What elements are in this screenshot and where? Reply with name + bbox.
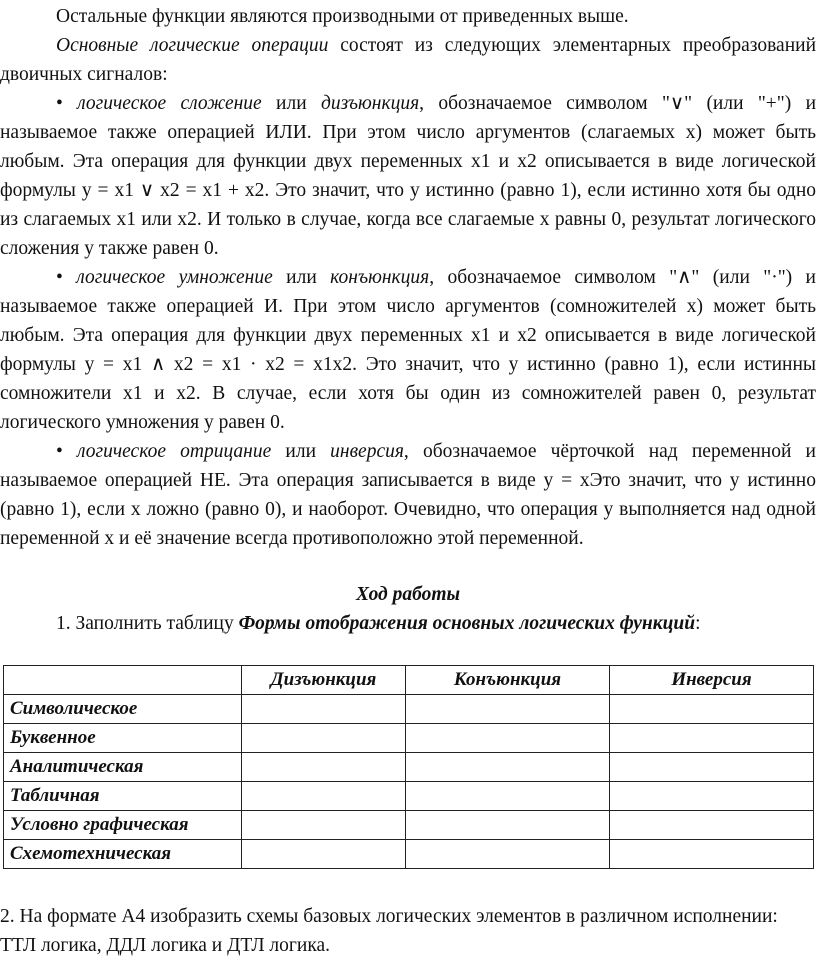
inversion-paragraph: • логическое отрицание или инверсия, обозначаемое чёрточкой над переменной и называемое операцией НЕ. Эта операция записывается в виде y = xЭто значит, что y истинно (равно 1), если x ложно (равно 0), и наоборот. Очевидно, что операция y выполняется над одной переменной x и её значение всегда противоположно этой переменной. <box>0 441 816 549</box>
disjunction-text: , обозначаемое символом "∨" (или "+") и называемое также операцией ИЛИ. При этом число аргументов (слагаемых x) может быть любым. Эта операция для функции двух переменных x1 и x2 описывается в виде логической формулы y = x1 ∨ x2 = x1 + x2. Это значит, что y истинно (равно 1), если истинно хотя бы одно из слагаемых x1 или x2. И только в случае, когда все слагаемые x равны 0, результат логического сложения y также равен 0. <box>0 93 816 259</box>
table-row <box>4 753 814 782</box>
task-2: 2. На формате А4 изобразить схемы базовых логических элементов в различном исполнении: ТТЛ логика, ДДЛ логика и ДТЛ логика. <box>0 906 778 956</box>
inversion-text: , обозначаемое чёрточкой над переменной и называемое операцией НЕ. Эта операция записывается в виде y = xЭто значит, что y истинно (равно 1), если x ложно (равно 0), и наоборот. Очевидно, что операция y выполняется над одной переменной x и её значение всегда противоположно этой переменной. <box>0 441 816 549</box>
conjunction-paragraph: • логическое умножение или конъюнкция, обозначаемое символом "∧" (или "·") и называемое также операцией И. При этом число аргументов (сомножителей x) может быть любым. Эта операция для функции двух переменных x1 и x2 описывается в виде логической формулы y = x1 ∧ x2 = x1 · x2 = x1x2. Это значит, что y истинно (равно 1), если истинны сомножители x1 и x2. В случае, если хотя бы один из сомножителей равен 0, результат логического умножения y равен 0. <box>0 267 816 433</box>
table-row <box>4 840 814 869</box>
table-cell[interactable] <box>610 753 814 782</box>
table-cell[interactable] <box>406 753 610 782</box>
header-disjunction: Дизъюнкция <box>242 666 406 695</box>
table-cell[interactable] <box>242 695 406 724</box>
inversion-term-2: инверсия <box>330 441 404 462</box>
table-cell[interactable] <box>406 811 610 840</box>
task-1-table-title: Формы отображения основных логических функций <box>238 613 696 634</box>
row-label-graphic: Условно графическая <box>4 811 242 840</box>
table-cell[interactable] <box>406 782 610 811</box>
table-cell[interactable] <box>610 724 814 753</box>
inversion-term-1: логическое отрицание <box>76 441 272 462</box>
table-cell[interactable] <box>242 724 406 753</box>
table-cell[interactable] <box>242 840 406 869</box>
task-1: 1. Заполнить таблицу Формы отображения основных логических функций: <box>56 613 701 634</box>
header-conjunction: Конъюнкция <box>406 666 610 695</box>
intro-sentence: Остальные функции являются производными от приведенных выше. <box>56 6 629 27</box>
row-label-letter: Буквенное <box>4 724 242 753</box>
header-empty-cell <box>4 666 242 695</box>
table-cell[interactable] <box>610 695 814 724</box>
header-inversion: Инверсия <box>610 666 814 695</box>
table-cell[interactable] <box>406 724 610 753</box>
row-label-symbolic: Символическое <box>4 695 242 724</box>
disjunction-term-1: логическое сложение <box>77 93 262 114</box>
disjunction-term-2: дизъюнкция <box>320 93 420 114</box>
conjunction-text: , обозначаемое символом "∧" (или "·") и называемое также операцией И. При этом число аргументов (сомножителей x) может быть любым. Эта операция для функции двух переменных x1 и x2 описывается в виде логической формулы y = x1 ∧ x2 = x1 · x2 = x1x2. Это значит, что y истинно (равно 1), если истинны сомножители x1 и x2. В случае, если хотя бы один из сомножителей равен 0, результат логического умножения y равен 0. <box>0 267 816 433</box>
conjunction-term-2: конъюнкция <box>330 267 430 288</box>
table-cell[interactable] <box>242 811 406 840</box>
bullet: • <box>56 93 78 114</box>
table-row <box>4 724 814 753</box>
bullet: • <box>56 267 77 288</box>
section-title: Ход работы <box>355 584 461 605</box>
row-label-tabular: Табличная <box>4 782 242 811</box>
table-cell[interactable] <box>610 840 814 869</box>
table-cell[interactable] <box>406 695 610 724</box>
table-cell[interactable] <box>242 782 406 811</box>
table-row <box>4 695 814 724</box>
row-label-circuit: Схемотехническая <box>4 840 242 869</box>
table-row <box>4 811 814 840</box>
table-cell[interactable] <box>610 811 814 840</box>
table-cell[interactable] <box>610 782 814 811</box>
disjunction-paragraph: • логическое сложение или дизъюнкция, обозначаемое символом "∨" (или "+") и называемое также операцией ИЛИ. При этом число аргументов (слагаемых x) может быть любым. Эта операция для функции двух переменных x1 и x2 описывается в виде логической формулы y = x1 ∨ x2 = x1 + x2. Это значит, что y истинно (равно 1), если истинно хотя бы одно из слагаемых x1 или x2. И только в случае, когда все слагаемые x равны 0, результат логического сложения y также равен 0. <box>0 93 816 259</box>
table-row <box>4 782 814 811</box>
bullet: • <box>56 441 77 462</box>
row-label-analytic: Аналитическая <box>4 753 242 782</box>
conjunction-term-1: логическое умножение <box>76 267 273 288</box>
table-header-row <box>4 666 814 695</box>
table-cell[interactable] <box>242 753 406 782</box>
basic-operations-term: Основные логические операции <box>56 35 329 56</box>
basic-operations-text: состоят из следующих элементарных преобразований двоичных сигналов: <box>0 35 816 85</box>
table-cell[interactable] <box>406 840 610 869</box>
logic-forms-table <box>3 665 814 869</box>
basic-operations-paragraph <box>0 31 816 89</box>
